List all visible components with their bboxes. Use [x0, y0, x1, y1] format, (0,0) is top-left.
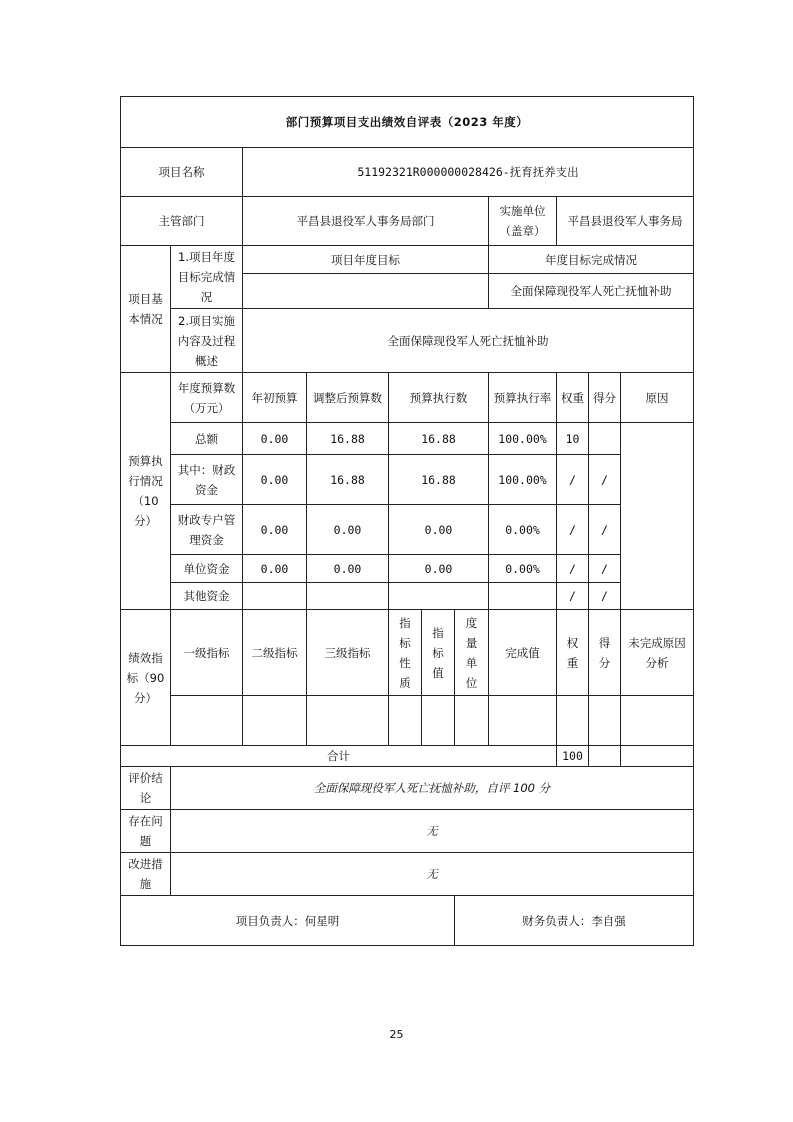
budget-executed: 0.00: [389, 555, 489, 583]
budget-header-adjusted: 调整后预算数: [307, 373, 389, 423]
impl-unit-value: 平昌县退役军人事务局: [557, 197, 694, 246]
budget-score: [589, 423, 621, 455]
perf-header-nature: 指标性质: [389, 610, 422, 696]
budget-initial: 0.00: [243, 423, 307, 455]
goal-completion-label: 1.项目年度目标完成情况: [171, 246, 243, 309]
budget-label: 预算执行情况（10分）: [121, 373, 171, 610]
perf-row-empty: [121, 696, 694, 746]
done-value: 全面保障现役军人死亡抚恤补助: [489, 274, 694, 309]
problems-value: 无: [171, 810, 694, 853]
budget-row: [121, 555, 694, 583]
budget-header-weight: 权重: [557, 373, 589, 423]
budget-header-score: 得分: [589, 373, 621, 423]
perf-label: 绩效指标（90分）: [121, 610, 171, 746]
budget-rate: [489, 583, 557, 610]
budget-initial: [243, 583, 307, 610]
page-number: 25: [389, 1028, 404, 1041]
perf-header-score: 得分: [589, 610, 621, 696]
conclusion-value: 全面保障现役军人死亡抚恤补助，自评 100 分: [171, 767, 694, 810]
perf-header-unit: 度量单位: [455, 610, 489, 696]
project-lead: 项目负责人：何星明: [121, 896, 455, 946]
dept-label: 主管部门: [121, 197, 243, 246]
budget-executed: 16.88: [389, 423, 489, 455]
impl-unit-label: 实施单位（盖章）: [489, 197, 557, 246]
perf-header-level1: 一级指标: [171, 610, 243, 696]
total-score: [589, 746, 621, 767]
budget-adjusted: 0.00: [307, 505, 389, 555]
budget-weight: 10: [557, 423, 589, 455]
total-note: [621, 746, 694, 767]
budget-rate: 0.00%: [489, 505, 557, 555]
improve-value: 无: [171, 853, 694, 896]
form-title: 部门预算项目支出绩效自评表（2023 年度）: [121, 97, 694, 148]
budget-rate: 0.00%: [489, 555, 557, 583]
budget-initial: 0.00: [243, 505, 307, 555]
budget-score: /: [589, 455, 621, 505]
budget-weight: /: [557, 455, 589, 505]
project-name-value: 51192321R000000028426-抚育抚养支出: [243, 148, 694, 197]
performance-self-evaluation-table: [120, 96, 694, 946]
budget-row: [121, 455, 694, 505]
budget-row-name: 其中：财政资金: [171, 455, 243, 505]
finance-lead: 财务负责人：李自强: [455, 896, 694, 946]
budget-row-name: 财政专户管理资金: [171, 505, 243, 555]
done-header: 年度目标完成情况: [489, 246, 694, 274]
perf-header-level2: 二级指标: [243, 610, 307, 696]
impl-overview-value: 全面保障现役军人死亡抚恤补助: [243, 309, 694, 373]
dept-value: 平昌县退役军人事务局部门: [243, 197, 489, 246]
budget-header-executed: 预算执行数: [389, 373, 489, 423]
perf-header-level3: 三级指标: [307, 610, 389, 696]
total-label: 合计: [121, 746, 557, 767]
budget-adjusted: [307, 583, 389, 610]
perf-header-target: 指标值: [422, 610, 455, 696]
problems-label: 存在问题: [121, 810, 171, 853]
budget-weight: /: [557, 505, 589, 555]
budget-executed: 16.88: [389, 455, 489, 505]
budget-header-category: 年度预算数（万元）: [171, 373, 243, 423]
budget-row: [121, 505, 694, 555]
total-weight: 100: [557, 746, 589, 767]
budget-header-initial: 年初预算: [243, 373, 307, 423]
budget-adjusted: 16.88: [307, 423, 389, 455]
budget-reason: [621, 423, 694, 610]
perf-header-weight: 权重: [557, 610, 589, 696]
budget-rate: 100.00%: [489, 455, 557, 505]
budget-initial: 0.00: [243, 555, 307, 583]
goal-header: 项目年度目标: [243, 246, 489, 274]
budget-executed: [389, 583, 489, 610]
budget-adjusted: 0.00: [307, 555, 389, 583]
budget-score: /: [589, 555, 621, 583]
project-name-label: 项目名称: [121, 148, 243, 197]
budget-header-reason: 原因: [621, 373, 694, 423]
budget-header-rate: 预算执行率: [489, 373, 557, 423]
budget-row-name: 单位资金: [171, 555, 243, 583]
goal-value: [243, 274, 489, 309]
impl-overview-label: 2.项目实施内容及过程概述: [171, 309, 243, 373]
budget-score: /: [589, 583, 621, 610]
budget-weight: /: [557, 583, 589, 610]
budget-initial: 0.00: [243, 455, 307, 505]
budget-weight: /: [557, 555, 589, 583]
improve-label: 改进措施: [121, 853, 171, 896]
budget-rate: 100.00%: [489, 423, 557, 455]
basic-info-label: 项目基本情况: [121, 246, 171, 373]
perf-header-reason: 未完成原因分析: [621, 610, 694, 696]
budget-row: [121, 583, 694, 610]
conclusion-label: 评价结论: [121, 767, 171, 810]
budget-row: [121, 423, 694, 455]
budget-executed: 0.00: [389, 505, 489, 555]
budget-adjusted: 16.88: [307, 455, 389, 505]
budget-row-name: 总额: [171, 423, 243, 455]
budget-row-name: 其他资金: [171, 583, 243, 610]
perf-header-actual: 完成值: [489, 610, 557, 696]
budget-score: /: [589, 505, 621, 555]
